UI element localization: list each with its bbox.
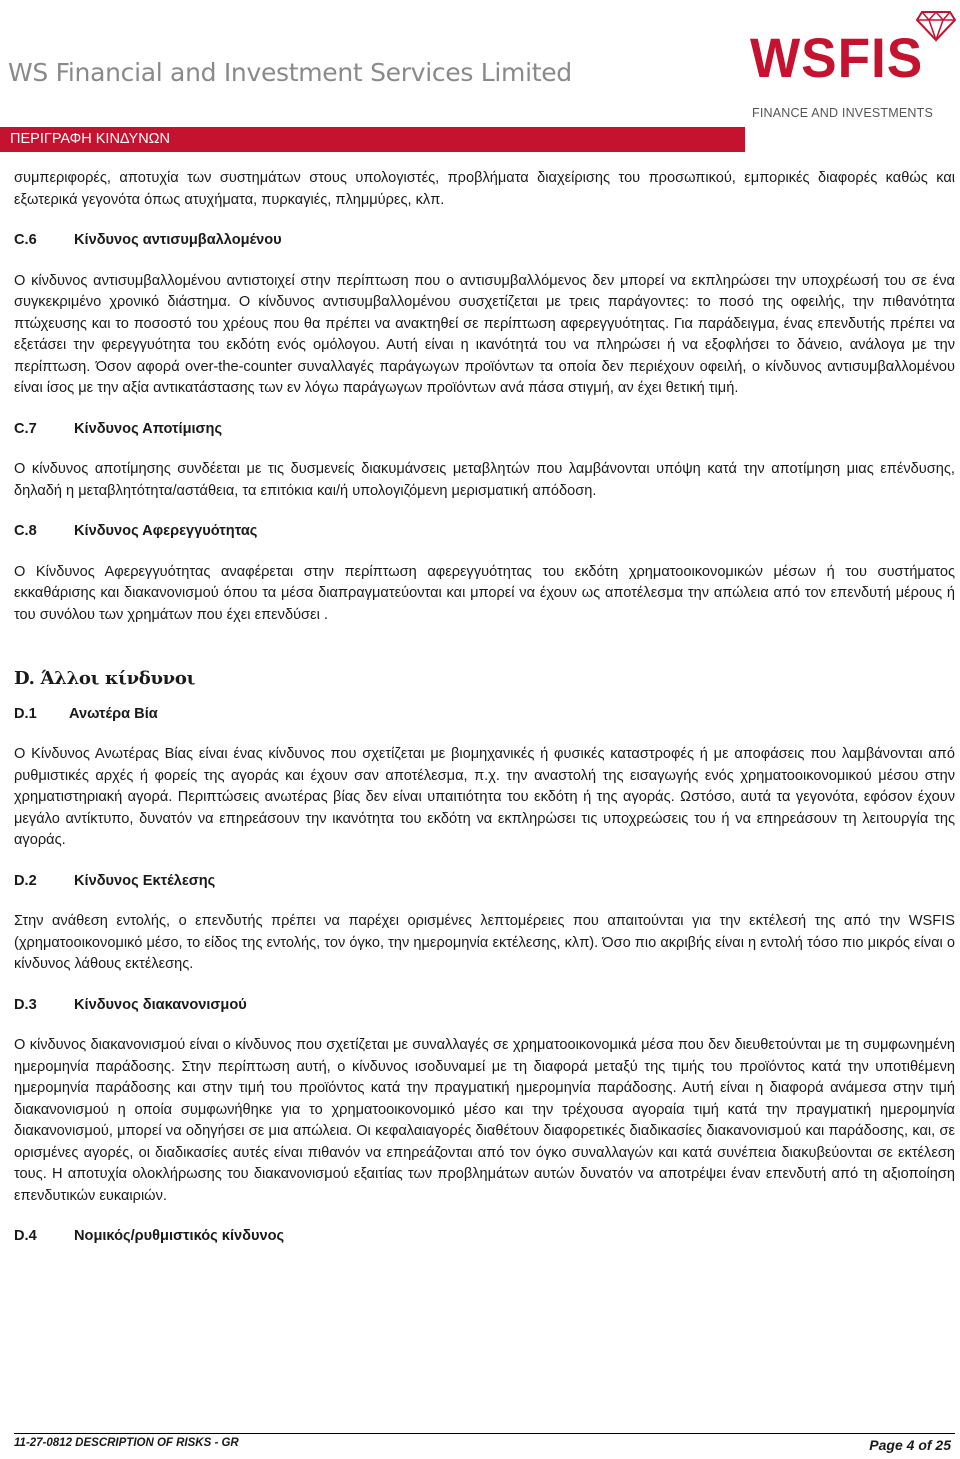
paragraph-d2: Στην ανάθεση εντολής, ο επενδυτής πρέπει να παρέχει ορισμένες λεπτομέρειες που απαιτούνται για την εκτέλεσή της από την WSFIS (χρηματοοικονομικό μέσο, το είδος της εντολής, τον όγκο, την ημερομηνία εκτέλεσης, κλπ). Όσο πιο ακριβής είναι η εντολή τόσο πιο μικρός είναι ο κίνδυνος λάθους εκτέλεσης.: [14, 913, 955, 972]
document-body: [14, 168, 955, 1267]
heading-d4: [14, 1226, 955, 1248]
heading-d1: [14, 704, 955, 726]
heading-number: D.4: [14, 1228, 37, 1244]
heading-c6: [14, 230, 955, 252]
section-title: ΠΕΡΙΓΡΑΦΗ ΚΙΝΔΥΝΩΝ: [10, 131, 170, 147]
heading-title: Κίνδυνος αντισυμβαλλομένου: [74, 232, 282, 248]
heading-d3: [14, 995, 955, 1017]
heading-number: D.3: [14, 996, 37, 1013]
heading-title: Νομικός/ρυθμιστικός κίνδυνος: [74, 1228, 285, 1244]
paragraph-c8: Ο Κίνδυνος Αφερεγγυότητας αναφέρεται στην περίπτωση αφερεγγυότητας του εκδότη χρηματοοικονομικών μέσων ή του συστήματος εκκαθάρισης και διακανονισμού όπου τα μέσα διαπραγματεύονται και μπορεί να έχουν ως αποτέλεσμα την απώλεια από τον επενδυτή μέρους ή του συνόλου των χρημάτων που έχει επενδύσει .: [14, 563, 955, 623]
paragraph-d3: Ο κίνδυνος διακανονισμού είναι ο κίνδυνος που σχετίζεται με συναλλαγές σε χρηματοοικονομικά μέσα που δεν διευθετούνται με τη συμφωνημένη ημερομηνία παράδοσης. Στην περίπτωση αυτή, ο κίνδυνος ισοδυναμεί με τη διαφορά μεταξύ της τιμής του προϊόντος κατά την υποτιθέμενη ημερομηνία παράδοσης και στην τιμή του προϊόντος κατά την πραγματική ημερομηνία παράδοσης. Αυτή είναι η διαφορά ανάμεσα στην τιμή διακανονισμού η οποία συμφωνήθηκε για το χρηματοοικονομικό μέσο και την τρέχουσα αγοραία τιμή κατά την πραγματική ημερομηνία διακανονισμού, μπορεί να οδηγήσει σε μια απώλεια. Οι κεφαλαιαγορές διαθέτουν διαφορετικές διαδικασίες διακανονισμού και παράδοσης, και, σε ορισμένες αγορές, οι διαδικασίες αυτές είναι πιθανόν να επηρεάζονται από τον όγκο συναλλαγών και κατά συνέπεια διακυβεύονται σε εκτέλεση τους. Η αποτυχία ολοκλήρωσης του διακανονισμού εξαιτίας των προβλημάτων αυτών δυνατόν να αποτρέψει έναν επενδυτή από τη αξιοποίηση επενδυτικών ευκαιριών.: [14, 1037, 955, 1204]
wsfis-logo: [746, 8, 956, 126]
heading-d2: [14, 871, 955, 893]
heading-c8: [14, 521, 955, 543]
heading-number: C.6: [14, 232, 37, 248]
paragraph-c6: Ο κίνδυνος αντισυμβαλλομένου αντιστοιχεί στην περίπτωση που ο αντισυμβαλλόμενος δεν μπορεί να εκπληρώσει την υποχρέωσή του σε ένα συγκεκριμένο χρονικό διάστημα. Ο κίνδυνος αντισυμβαλλομένου συσχετίζεται με τρεις παράγοντες: το ποσό της οφειλής, την πιθανότητα πτώχευσης και το ποσοστό του χρέους που θα πρέπει να ανακτηθεί σε περίπτωση αφερεγγυότητας. Για παράδειγμα, ένας επενδυτής πρέπει να εξετάσει την φερεγγυότητα του εκδότη ενός ομόλογου. Αυτή είναι η ικανότητά του να πληρώσει ή να εξοφλήσει το δάνειο, ανάλογα με την περίπτωση. Όσον αφορά over-the-counter συναλλαγές παράγωγων προϊόντων τα οποία δεν περιέχουν οφειλή, ο κίνδυνος αντισυμβαλλομένου είναι ίσος με την αξία αντικατάστασης των εν λόγω παράγωγων προϊόντων ανά πάσα στιγμή, αν έχει θετική τιμή.: [14, 272, 955, 396]
document-id: 11-27-0812 DESCRIPTION OF RISKS - GR: [14, 1437, 239, 1449]
section-d-heading: D. Άλλοι κίνδυνοι: [14, 668, 195, 689]
heading-title: Ανωτέρα Βία: [69, 705, 158, 722]
page-number: Page 4 of 25: [869, 1437, 951, 1453]
heading-title: Κίνδυνος Αποτίμισης: [74, 420, 223, 437]
intro-paragraph: συμπεριφορές, αποτυχία των συστημάτων στους υπολογιστές, προβλήματα διαχείρισης του προσωπικού, εμπορικές διαφορές καθώς και εξωτερικά γεγονότα όπως ατυχήματα, πυρκαγιές, πλημμύρες, κλπ.: [14, 170, 955, 208]
logo-tagline: FINANCE AND INVESTMENTS: [752, 106, 934, 120]
heading-number: C.8: [14, 523, 37, 539]
paragraph-d1: Ο Κίνδυνος Ανωτέρας Βίας είναι ένας κίνδυνος που σχετίζεται με βιομηχανικές ή φυσικές καταστροφές ή με αποφάσεις που λαμβάνονται από ρυθμιστικές αρχές ή φορείς της αγοράς και έχουν σαν αποτέλεσμα, π.χ. την αναστολή της εισαγωγής ενός χρηματοοικονομικού μέσου στην χρηματιστηριακή αγορά. Περιπτώσεις ανωτέρας βίας δεν είναι υπαιτιότητα του εκδότη ή της αγοράς. Ωστόσο, αυτά τα γεγονότα, εφόσον έχουν μεγάλο αντίκτυπο, δυνατόν να επηρεάσουν την ικανότητα του εκδότη να εκπληρώσει τις υποχρεώσεις του ή να επηρεάσουν τη λειτουργία της αγοράς.: [14, 746, 955, 848]
page-header: [0, 0, 960, 160]
heading-title: Κίνδυνος Αφερεγγυότητας: [74, 523, 258, 539]
page-footer: [14, 1433, 955, 1456]
heading-title: Κίνδυνος Εκτέλεσης: [74, 872, 216, 889]
section-title-bar: [0, 127, 745, 152]
heading-number: D.1: [14, 705, 37, 722]
company-name: WS Financial and Investment Services Limited: [8, 58, 572, 87]
heading-number: D.2: [14, 872, 37, 889]
heading-title: Κίνδυνος διακανονισμού: [74, 996, 247, 1013]
heading-number: C.7: [14, 420, 37, 437]
paragraph-c7: Ο κίνδυνος αποτίμησης συνδέεται με τις δυσμενείς διακυμάνσεις μεταβλητών που λαμβάνονται υπόψη κατά την αποτίμηση μιας επένδυσης, δηλαδή η μεταβλητότητα/αστάθεια, τα επιτόκια και/ή υπολογιζόμενη μερισματική απόδοση.: [14, 461, 955, 499]
heading-c7: [14, 419, 955, 441]
logo-wordmark: WSFIS: [750, 26, 924, 89]
